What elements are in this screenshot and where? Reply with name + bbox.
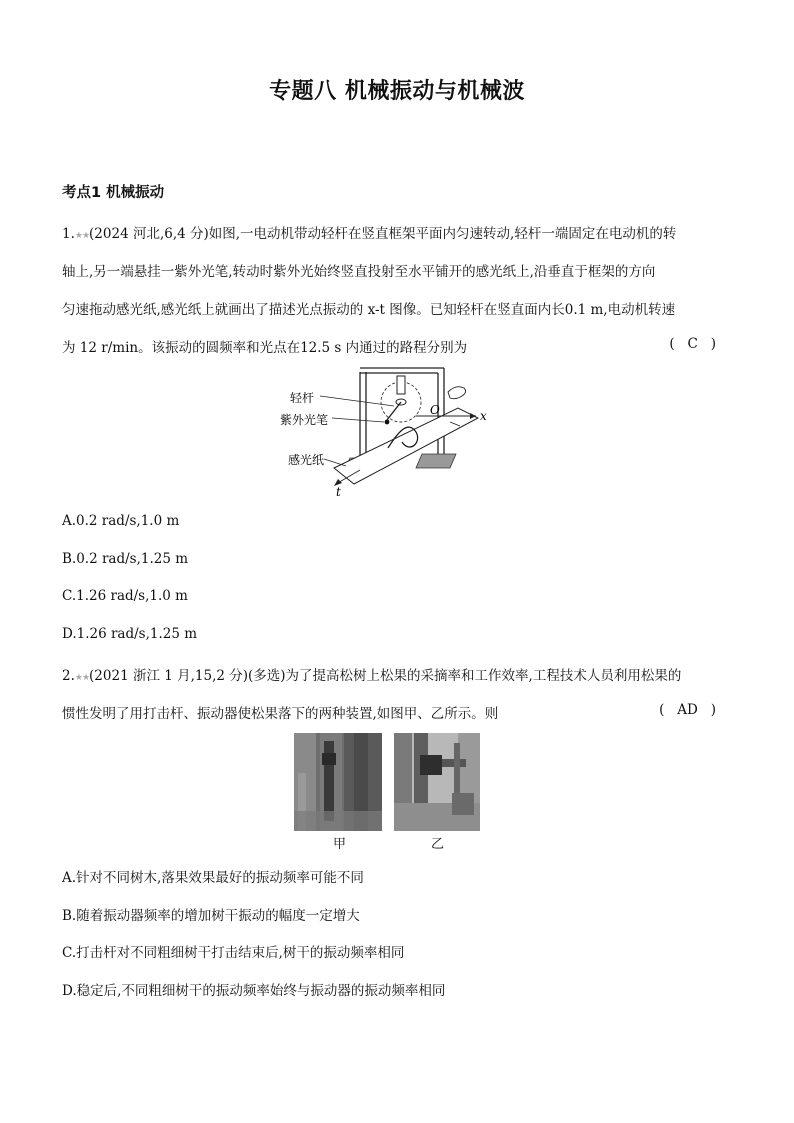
label-rod: 轻杆 bbox=[290, 391, 315, 405]
label-uv-pen: 紫外光笔 bbox=[280, 413, 329, 427]
photo-jia-image bbox=[294, 733, 382, 831]
q1-line-2: 轴上,另一端悬挂一紫外光笔,转动时紫外光始终竖直投射至水平铺开的感光纸上,沿垂直于框架的方向 bbox=[62, 264, 656, 280]
caption-jia: 甲 bbox=[333, 837, 347, 852]
q2-option-a: A.针对不同树木,落果效果最好的振动频率可能不同 bbox=[62, 870, 364, 886]
q1-line-1 bbox=[62, 222, 722, 242]
q2-option-d: D.稳定后,不同粗细树干的振动频率始终与振动器的振动频率相同 bbox=[62, 983, 446, 999]
label-photo-paper: 感光纸 bbox=[288, 453, 325, 467]
q2-option-b: B.随着振动器频率的增加树干振动的幅度一定增大 bbox=[62, 908, 360, 924]
label-origin: O bbox=[430, 403, 440, 417]
difficulty-stars-icon: ★★ bbox=[74, 231, 90, 241]
q1-apparatus-figure bbox=[280, 362, 500, 500]
q1-option-b: B.0.2 rad/s,1.25 m bbox=[62, 551, 189, 567]
page-title: 专题八 机械振动与机械波 bbox=[269, 79, 525, 104]
q1-answer: ( C ) bbox=[669, 336, 716, 352]
q2-option-c: C.打击杆对不同粗细树干打击结束后,树干的振动频率相同 bbox=[62, 945, 405, 961]
q2-text-1: (2021 浙江 1 月,15,2 分)(多选)为了提高松树上松果的采摘率和工作效率,工程技术人员利用松果的 bbox=[89, 668, 682, 684]
label-t-axis: t bbox=[336, 485, 341, 499]
difficulty-stars-icon: ★★ bbox=[74, 673, 90, 683]
q1-line-4: 为 12 r/min。该振动的圆频率和光点在12.5 s 内通过的路程分别为 bbox=[62, 340, 468, 356]
q1-line-3: 匀速拖动感光纸,感光纸上就画出了描述光点振动的 x-t 图像。已知轻杆在竖直面内长0.1 m,电动机转速 bbox=[62, 302, 676, 318]
label-x-axis: x bbox=[480, 409, 487, 423]
q2-line-1 bbox=[62, 664, 722, 684]
q2-answer: ( AD ) bbox=[659, 702, 716, 718]
photo-yi-image bbox=[394, 733, 480, 831]
q1-option-d: D.1.26 rad/s,1.25 m bbox=[62, 626, 198, 642]
q1-option-a: A.0.2 rad/s,1.0 m bbox=[62, 513, 180, 529]
q1-option-c: C.1.26 rad/s,1.0 m bbox=[62, 588, 188, 604]
section-heading: 考点1 机械振动 bbox=[62, 185, 165, 201]
q2-line-2: 惯性发明了用打击杆、振动器使松果落下的两种装置,如图甲、乙所示。则 bbox=[62, 706, 499, 722]
q2-number: 2. bbox=[62, 668, 75, 684]
q1-text-1: (2024 河北,6,4 分)如图,一电动机带动轻杆在竖直框架平面内匀速转动,轻杆一端固定在电动机的转 bbox=[89, 226, 677, 242]
caption-yi: 乙 bbox=[431, 837, 445, 852]
q1-number: 1. bbox=[62, 226, 75, 242]
